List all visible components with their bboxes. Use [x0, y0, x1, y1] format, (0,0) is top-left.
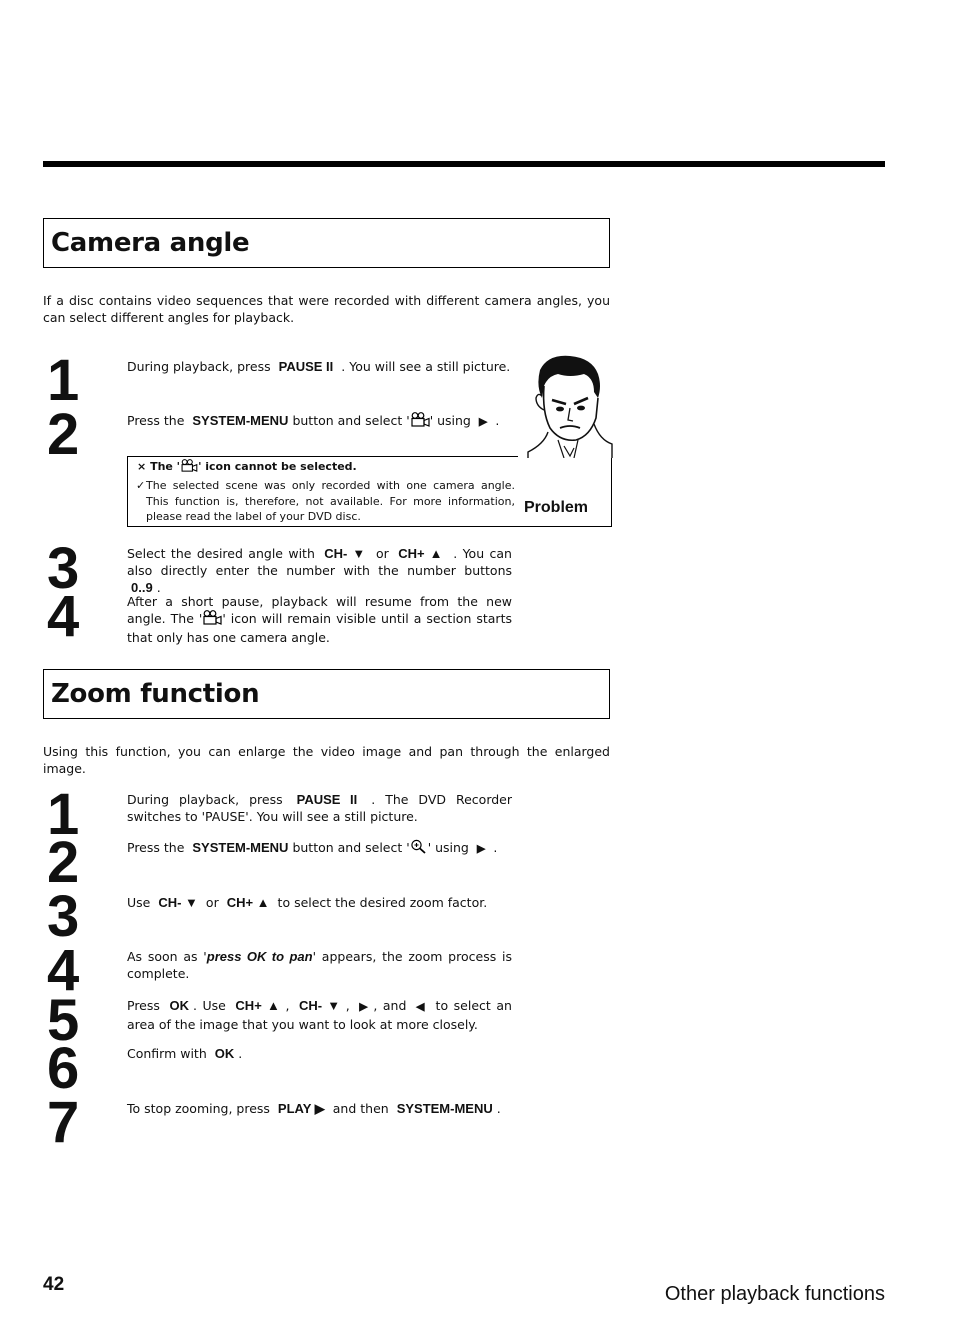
camera-angle-icon: [410, 412, 430, 431]
number-keys: 0..9: [131, 580, 153, 595]
ch-minus-key: CH- ▼: [158, 895, 198, 910]
zoom-step-1-text: During playback, press PAUSE II . The DVD Recorder switches to 'PAUSE'. You will see a still picture.: [127, 792, 513, 824]
ch-plus-key: CH+ ▲: [398, 546, 444, 561]
step-number-2: 2: [47, 402, 78, 467]
zoom-step-number-6: 6: [47, 1036, 78, 1101]
zoom-step-number-3: 3: [47, 884, 78, 949]
zoom-step-3-text: Use CH- ▼ or CH+ ▲ to select the desired zoom factor.: [127, 895, 488, 910]
zoom-step-number-1: 1: [47, 782, 78, 847]
zoom-function-title: Zoom function: [51, 679, 260, 709]
problem-label: Problem: [524, 499, 589, 516]
zoom-step-number-4: 4: [47, 938, 78, 1003]
ch-minus-key: CH- ▼: [324, 546, 367, 561]
camera-angle-heading-box: [43, 218, 610, 268]
zoom-step-4-text: As soon as 'press OK to pan' appears, the zoom process is complete.: [127, 949, 512, 981]
step-number-1: 1: [47, 348, 78, 413]
system-menu-key: SYSTEM-MENU: [192, 413, 289, 428]
camera-angle-intro: If a disc contains video sequences that were recorded with different camera angles, you can select different angles for playback.: [43, 293, 610, 325]
problem-box: [127, 456, 612, 527]
step-number-4: 4: [47, 584, 78, 649]
camera-step-4-text: After a short pause, playback will resume from the new angle. The ' ' icon will remain visible until a section starts that only has one camera angle.: [127, 594, 512, 645]
pause-key: PAUSE II: [278, 359, 334, 374]
problem-title: × The ' ' icon cannot be selected.: [137, 459, 515, 477]
problem-cartoon-face-icon: [518, 352, 614, 458]
ok-key: OK: [169, 998, 189, 1013]
right-arrow-key: ▶: [359, 1001, 370, 1013]
camera-angle-icon: [202, 610, 222, 629]
zoom-function-intro: Using this function, you can enlarge the video image and pan through the enlarged image.: [43, 744, 610, 776]
zoom-step-number-5: 5: [47, 988, 78, 1053]
ch-plus-key: CH+ ▲: [235, 998, 282, 1013]
ch-minus-key: CH- ▼: [298, 998, 342, 1013]
ok-key: OK: [214, 1046, 235, 1061]
zoom-step-6-text: Confirm with OK .: [127, 1046, 243, 1061]
right-arrow-key: ▶: [478, 416, 488, 428]
step-number-3: 3: [47, 536, 78, 601]
check-icon: ✓: [136, 479, 146, 492]
zoom-step-5-text: Press OK . Use CH+ ▲ , CH- ▼ , ▶ , and ◀ to select an area of the image that you want to look at more closely.: [127, 998, 512, 1032]
play-key: PLAY ▶: [277, 1101, 325, 1116]
system-menu-key: SYSTEM-MENU: [192, 840, 289, 855]
camera-angle-icon: [180, 459, 198, 477]
pause-key: PAUSE II: [296, 792, 358, 807]
problem-solution: ✓ The selected scene was only recorded with one camera angle. This function is, therefore, not available. For more information, please read the label of your DVD disc.: [136, 479, 515, 523]
camera-step-2-text: Press the SYSTEM-MENU button and select ' ' using ▶ .: [127, 412, 512, 431]
zoom-function-heading-box: [43, 669, 610, 719]
left-arrow-key: ◀: [415, 1001, 426, 1013]
camera-angle-title: Camera angle: [51, 228, 250, 258]
camera-step-3-text: Select the desired angle with CH- ▼ or CH+ ▲ . You can also directly enter the number with the number buttons 0..9 .: [127, 546, 512, 595]
zoom-step-7-text: To stop zooming, press PLAY ▶ and then SYSTEM-MENU .: [127, 1101, 501, 1116]
zoom-step-number-7: 7: [47, 1090, 78, 1155]
press-ok-to-pan-message: press OK to pan: [206, 949, 313, 964]
right-arrow-key: ▶: [476, 843, 486, 855]
zoom-magnifier-icon: [410, 839, 428, 858]
zoom-step-2-text: Press the SYSTEM-MENU button and select ' ' using ▶ .: [127, 839, 512, 858]
ch-plus-key: CH+ ▲: [226, 895, 270, 910]
camera-step-1-text: During playback, press PAUSE II . You will see a still picture.: [127, 359, 511, 374]
footer-section-label: Other playback functions: [664, 1283, 885, 1305]
zoom-step-number-2: 2: [47, 830, 78, 895]
top-rule: [43, 161, 885, 167]
page-number: 42: [43, 1274, 65, 1295]
system-menu-key: SYSTEM-MENU: [396, 1101, 493, 1116]
